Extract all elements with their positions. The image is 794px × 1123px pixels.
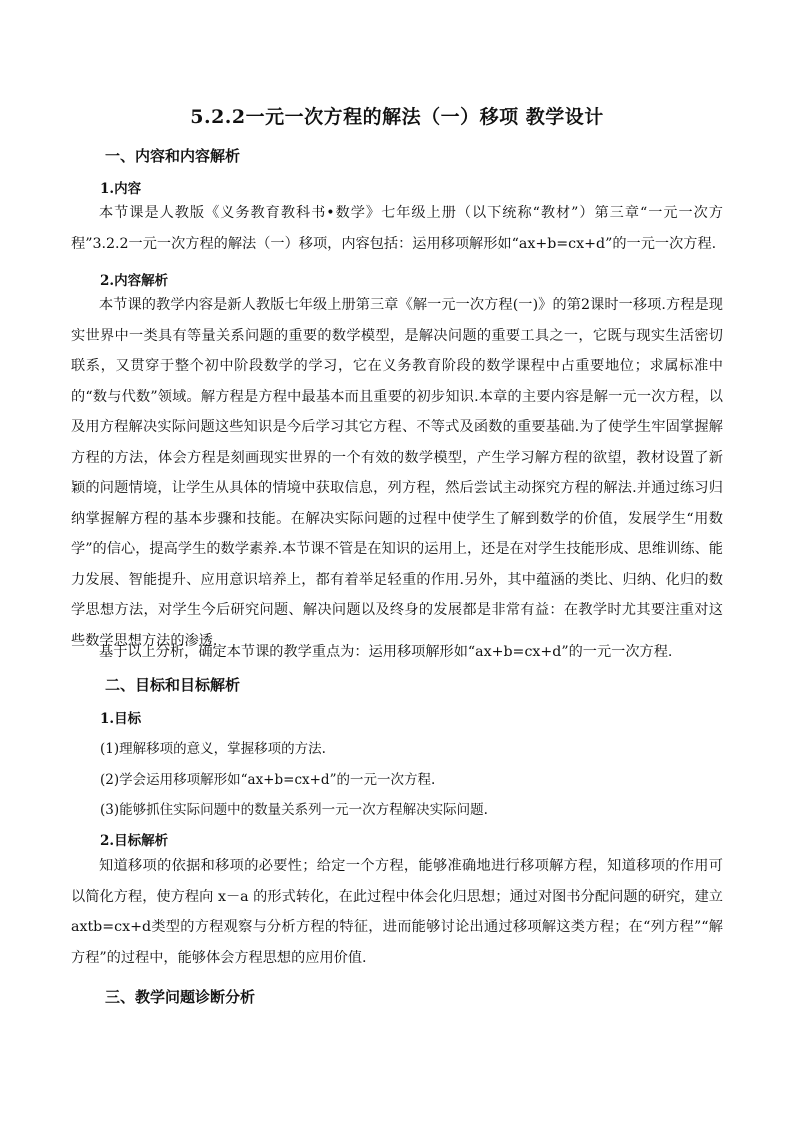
document-title: 5.2.2一元一次方程的解法（一）移项 教学设计: [190, 106, 604, 128]
section-heading-1: 一、内容和内容解析: [105, 147, 241, 165]
subheading-content: 1.内容: [100, 181, 142, 197]
subheading-content-analysis: 2.内容解析: [100, 273, 169, 289]
paragraph-goal-analysis: 知道移项的依据和移项的必要性；给定一个方程，能够准确地进行移项解方程，知道移项的作用可以简化方程，使方程向 x－a 的形式转化，在此过程中体会化归思想；通过对图书分配问题的研究，建立axtb=cx+d类型的方程观察与分析方程的特征，进而能够讨论出通过移项解这类方程；在“列方程”“解方程”的过程中，能够体会方程思想的应用价值.: [71, 858, 723, 966]
goal-item: (2)学会运用移项解形如“ax+b=cx+d”的一元一次方程.: [100, 772, 436, 788]
section-heading-3: 三、教学问题诊断分析: [105, 988, 256, 1006]
paragraph-content-analysis: 本节课的教学内容是新人教版七年级上册第三章《解一元一次方程(一)》的第2课时一移项.方程是现实世界中一类具有等量关系问题的重要的数学模型，是解决问题的重要工具之一，它既与现实生活密切联系，又贯穿于整个初中阶段数学的学习，它在义务教育阶段的数学课程中占重要地位；求属标准中的“数与代数”领域。解方程是方程中最基本而且重要的初步知识.本章的主要内容是解一元一次方程，以及用方程解决实际问题这些知识是今后学习其它方程、不等式及函数的重要基础.为了使学生牢固掌握解方程的方法，体会方程是刻画现实世界的一个有效的数学模型，产生学习解方程的欲望，教材设置了新颖的问题情境，让学生从具体的情境中获取信息，列方程，然后尝试主动探究方程的解法.并通过练习归纳掌握解方程的基本步骤和技能。在解决实际问题的过程中使学生了解到数学的价值，发展学生“用数学”的信心，提高学生的数学素养.本节课不管是在知识的运用上，还是在对学生技能形成、思维训练、能力发展、智能提升、应用意识培养上，都有着举足轻重的作用.另外，其中蕴涵的类比、归纳、化归的数学思想方法，对学生今后研究问题、解决问题以及终身的发展都是非常有益：在教学时尤其要注重对这些数学思想方法的渗透.: [71, 297, 723, 649]
goal-item: (3)能够抓住实际问题中的数量关系列一元一次方程解决实际问题.: [100, 802, 488, 818]
section-heading-2: 二、目标和目标解析: [105, 676, 241, 694]
paragraph-content: 本节课是人教版《义务教育教科书•数学》七年级上册（以下统称“教材”）第三章“一元一次方程”3.2.2一元一次方程的解法（一）移项，内容包括：运用移项解形如“ax+b=cx+d”的一元一次方程.: [71, 205, 723, 252]
paragraph-teaching-focus: 基于以上分析，确定本节课的教学重点为：运用移项解形如“ax+b=cx+d”的一元一次方程.: [99, 644, 673, 660]
subheading-goals: 1.目标: [100, 711, 142, 727]
subheading-goal-analysis: 2.目标解析: [100, 833, 169, 849]
goal-item: (1)理解移项的意义，掌握移项的方法.: [100, 741, 326, 757]
